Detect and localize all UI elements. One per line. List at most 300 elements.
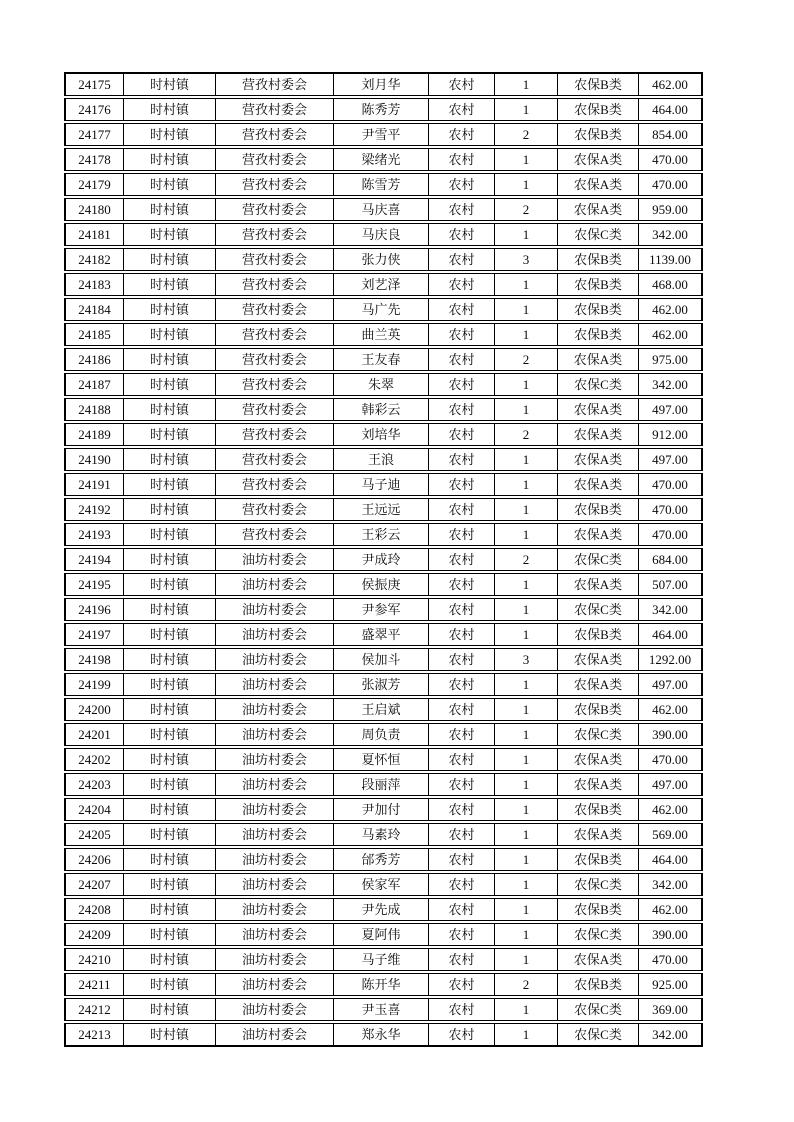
person-name: 马庆良 (333, 223, 428, 246)
person-name: 尹参军 (333, 598, 428, 621)
residence-type: 农村 (428, 298, 494, 321)
residence-type: 农村 (428, 673, 494, 696)
table-row (64, 748, 703, 771)
village-committee: 营孜村委会 (215, 298, 333, 321)
record-id: 24186 (64, 348, 123, 371)
record-id: 24182 (64, 248, 123, 271)
amount: 569.00 (638, 823, 703, 846)
person-name: 梁绪光 (333, 148, 428, 171)
amount: 462.00 (638, 798, 703, 821)
residence-type: 农村 (428, 723, 494, 746)
person-count: 2 (494, 348, 557, 371)
insurance-class: 农保A类 (557, 948, 638, 971)
town: 时村镇 (123, 398, 215, 421)
village-committee: 营孜村委会 (215, 348, 333, 371)
record-id: 24202 (64, 748, 123, 771)
amount: 470.00 (638, 523, 703, 546)
record-id: 24199 (64, 673, 123, 696)
amount: 470.00 (638, 748, 703, 771)
record-id: 24194 (64, 548, 123, 571)
town: 时村镇 (123, 373, 215, 396)
person-count: 1 (494, 848, 557, 871)
person-name: 王启斌 (333, 698, 428, 721)
amount: 342.00 (638, 1023, 703, 1047)
village-committee: 营孜村委会 (215, 448, 333, 471)
table-row (64, 723, 703, 746)
village-committee: 营孜村委会 (215, 148, 333, 171)
village-committee: 营孜村委会 (215, 248, 333, 271)
insurance-class: 农保C类 (557, 873, 638, 896)
residence-type: 农村 (428, 873, 494, 896)
residence-type: 农村 (428, 998, 494, 1021)
insurance-class: 农保C类 (557, 723, 638, 746)
village-committee: 油坊村委会 (215, 698, 333, 721)
residence-type: 农村 (428, 173, 494, 196)
town: 时村镇 (123, 348, 215, 371)
person-name: 郑永华 (333, 1023, 428, 1047)
person-name: 侯加斗 (333, 648, 428, 671)
amount: 912.00 (638, 423, 703, 446)
record-id: 24206 (64, 848, 123, 871)
insurance-class: 农保C类 (557, 1023, 638, 1047)
person-count: 1 (494, 448, 557, 471)
village-committee: 油坊村委会 (215, 673, 333, 696)
village-committee: 营孜村委会 (215, 398, 333, 421)
town: 时村镇 (123, 798, 215, 821)
insurance-class: 农保A类 (557, 573, 638, 596)
town: 时村镇 (123, 823, 215, 846)
insurance-class: 农保B类 (557, 848, 638, 871)
town: 时村镇 (123, 698, 215, 721)
table-row (64, 798, 703, 821)
town: 时村镇 (123, 598, 215, 621)
amount: 464.00 (638, 848, 703, 871)
amount: 1139.00 (638, 248, 703, 271)
table-row (64, 948, 703, 971)
person-count: 1 (494, 1023, 557, 1047)
town: 时村镇 (123, 448, 215, 471)
residence-type: 农村 (428, 748, 494, 771)
person-count: 2 (494, 423, 557, 446)
record-id: 24213 (64, 1023, 123, 1047)
amount: 497.00 (638, 773, 703, 796)
table-row (64, 823, 703, 846)
record-id: 24201 (64, 723, 123, 746)
village-committee: 油坊村委会 (215, 798, 333, 821)
record-id: 24204 (64, 798, 123, 821)
record-id: 24196 (64, 598, 123, 621)
town: 时村镇 (123, 573, 215, 596)
insurance-class: 农保C类 (557, 598, 638, 621)
record-id: 24211 (64, 973, 123, 996)
village-committee: 油坊村委会 (215, 998, 333, 1021)
person-count: 2 (494, 548, 557, 571)
person-name: 夏阿伟 (333, 923, 428, 946)
residence-type: 农村 (428, 348, 494, 371)
record-id: 24179 (64, 173, 123, 196)
person-count: 3 (494, 248, 557, 271)
insurance-class: 农保A类 (557, 673, 638, 696)
person-name: 张淑芳 (333, 673, 428, 696)
insurance-class: 农保B类 (557, 248, 638, 271)
table-row (64, 598, 703, 621)
residence-type: 农村 (428, 898, 494, 921)
residence-type: 农村 (428, 248, 494, 271)
table-row (64, 173, 703, 196)
village-committee: 营孜村委会 (215, 198, 333, 221)
town: 时村镇 (123, 548, 215, 571)
person-name: 尹成玲 (333, 548, 428, 571)
insurance-class: 农保B类 (557, 98, 638, 121)
person-name: 马素玲 (333, 823, 428, 846)
person-name: 马子迪 (333, 473, 428, 496)
residence-type: 农村 (428, 848, 494, 871)
residence-type: 农村 (428, 773, 494, 796)
amount: 342.00 (638, 223, 703, 246)
village-committee: 营孜村委会 (215, 323, 333, 346)
record-id: 24189 (64, 423, 123, 446)
person-name: 邰秀芳 (333, 848, 428, 871)
amount: 390.00 (638, 723, 703, 746)
town: 时村镇 (123, 273, 215, 296)
person-name: 段丽萍 (333, 773, 428, 796)
table-row (64, 373, 703, 396)
amount: 507.00 (638, 573, 703, 596)
person-count: 1 (494, 948, 557, 971)
residence-type: 农村 (428, 698, 494, 721)
record-id: 24185 (64, 323, 123, 346)
insurance-class: 农保B类 (557, 898, 638, 921)
village-committee: 油坊村委会 (215, 598, 333, 621)
record-id: 24178 (64, 148, 123, 171)
table-row (64, 323, 703, 346)
person-count: 1 (494, 323, 557, 346)
person-count: 1 (494, 673, 557, 696)
town: 时村镇 (123, 298, 215, 321)
person-count: 1 (494, 898, 557, 921)
residence-type: 农村 (428, 273, 494, 296)
person-count: 1 (494, 223, 557, 246)
person-name: 尹玉喜 (333, 998, 428, 1021)
person-name: 王浪 (333, 448, 428, 471)
table-row (64, 398, 703, 421)
town: 时村镇 (123, 498, 215, 521)
residence-type: 农村 (428, 198, 494, 221)
table-row (64, 148, 703, 171)
insurance-class: 农保A类 (557, 523, 638, 546)
table-row (64, 848, 703, 871)
table-row (64, 248, 703, 271)
insurance-class: 农保A类 (557, 398, 638, 421)
village-committee: 油坊村委会 (215, 873, 333, 896)
town: 时村镇 (123, 423, 215, 446)
person-name: 马庆喜 (333, 198, 428, 221)
person-name: 曲兰英 (333, 323, 428, 346)
village-committee: 油坊村委会 (215, 898, 333, 921)
amount: 470.00 (638, 148, 703, 171)
town: 时村镇 (123, 623, 215, 646)
village-committee: 油坊村委会 (215, 1023, 333, 1047)
record-id: 24207 (64, 873, 123, 896)
record-id: 24175 (64, 72, 123, 96)
person-count: 1 (494, 773, 557, 796)
person-name: 王友春 (333, 348, 428, 371)
insurance-class: 农保C类 (557, 548, 638, 571)
person-name: 侯家军 (333, 873, 428, 896)
insurance-class: 农保C类 (557, 373, 638, 396)
table-row (64, 923, 703, 946)
town: 时村镇 (123, 723, 215, 746)
record-id: 24197 (64, 623, 123, 646)
table-row (64, 773, 703, 796)
village-committee: 营孜村委会 (215, 423, 333, 446)
person-name: 刘培华 (333, 423, 428, 446)
table-row (64, 448, 703, 471)
amount: 342.00 (638, 373, 703, 396)
amount: 470.00 (638, 498, 703, 521)
person-name: 韩彩云 (333, 398, 428, 421)
person-name: 陈开华 (333, 973, 428, 996)
record-id: 24205 (64, 823, 123, 846)
person-count: 1 (494, 523, 557, 546)
town: 时村镇 (123, 248, 215, 271)
village-committee: 油坊村委会 (215, 573, 333, 596)
record-id: 24208 (64, 898, 123, 921)
insurance-class: 农保B类 (557, 498, 638, 521)
village-committee: 油坊村委会 (215, 923, 333, 946)
insurance-class: 农保A类 (557, 648, 638, 671)
table-row (64, 273, 703, 296)
person-count: 1 (494, 873, 557, 896)
village-committee: 营孜村委会 (215, 72, 333, 96)
insurance-class: 农保A类 (557, 448, 638, 471)
person-name: 陈雪芳 (333, 173, 428, 196)
town: 时村镇 (123, 748, 215, 771)
insurance-class: 农保A类 (557, 173, 638, 196)
residence-type: 农村 (428, 398, 494, 421)
village-committee: 油坊村委会 (215, 823, 333, 846)
table-row (64, 98, 703, 121)
residence-type: 农村 (428, 573, 494, 596)
insurance-class: 农保C类 (557, 223, 638, 246)
village-committee: 营孜村委会 (215, 123, 333, 146)
record-id: 24183 (64, 273, 123, 296)
record-id: 24181 (64, 223, 123, 246)
town: 时村镇 (123, 973, 215, 996)
person-name: 刘艺泽 (333, 273, 428, 296)
table-row (64, 348, 703, 371)
person-count: 1 (494, 72, 557, 96)
person-count: 1 (494, 173, 557, 196)
person-count: 1 (494, 398, 557, 421)
residence-type: 农村 (428, 598, 494, 621)
table-row (64, 498, 703, 521)
amount: 497.00 (638, 673, 703, 696)
record-id: 24209 (64, 923, 123, 946)
table-row (64, 648, 703, 671)
person-count: 2 (494, 123, 557, 146)
person-count: 3 (494, 648, 557, 671)
residence-type: 农村 (428, 548, 494, 571)
person-count: 1 (494, 473, 557, 496)
town: 时村镇 (123, 72, 215, 96)
person-name: 王远远 (333, 498, 428, 521)
table-row (64, 623, 703, 646)
town: 时村镇 (123, 923, 215, 946)
amount: 959.00 (638, 198, 703, 221)
insurance-class: 农保B类 (557, 973, 638, 996)
village-committee: 油坊村委会 (215, 773, 333, 796)
town: 时村镇 (123, 523, 215, 546)
person-name: 马子维 (333, 948, 428, 971)
amount: 854.00 (638, 123, 703, 146)
amount: 497.00 (638, 448, 703, 471)
record-id: 24191 (64, 473, 123, 496)
record-id: 24190 (64, 448, 123, 471)
insurance-class: 农保B类 (557, 698, 638, 721)
residence-type: 农村 (428, 498, 494, 521)
insurance-class: 农保B类 (557, 623, 638, 646)
town: 时村镇 (123, 998, 215, 1021)
amount: 369.00 (638, 998, 703, 1021)
amount: 1292.00 (638, 648, 703, 671)
village-committee: 油坊村委会 (215, 548, 333, 571)
person-count: 1 (494, 98, 557, 121)
person-name: 夏怀恒 (333, 748, 428, 771)
insurance-class: 农保A类 (557, 823, 638, 846)
record-id: 24184 (64, 298, 123, 321)
residence-type: 农村 (428, 148, 494, 171)
village-committee: 营孜村委会 (215, 523, 333, 546)
amount: 925.00 (638, 973, 703, 996)
town: 时村镇 (123, 473, 215, 496)
person-count: 1 (494, 298, 557, 321)
town: 时村镇 (123, 148, 215, 171)
amount: 470.00 (638, 173, 703, 196)
amount: 390.00 (638, 923, 703, 946)
person-count: 1 (494, 623, 557, 646)
amount: 342.00 (638, 873, 703, 896)
village-committee: 油坊村委会 (215, 723, 333, 746)
person-count: 1 (494, 748, 557, 771)
person-count: 1 (494, 723, 557, 746)
table-row (64, 423, 703, 446)
village-committee: 营孜村委会 (215, 273, 333, 296)
residence-type: 农村 (428, 223, 494, 246)
table-row (64, 523, 703, 546)
amount: 464.00 (638, 623, 703, 646)
person-count: 1 (494, 923, 557, 946)
town: 时村镇 (123, 948, 215, 971)
record-id: 24212 (64, 998, 123, 1021)
record-id: 24180 (64, 198, 123, 221)
person-count: 2 (494, 973, 557, 996)
record-id: 24200 (64, 698, 123, 721)
table-row (64, 573, 703, 596)
person-count: 1 (494, 823, 557, 846)
person-name: 尹加付 (333, 798, 428, 821)
record-id: 24203 (64, 773, 123, 796)
record-id: 24210 (64, 948, 123, 971)
insurance-class: 农保A类 (557, 148, 638, 171)
residence-type: 农村 (428, 973, 494, 996)
town: 时村镇 (123, 223, 215, 246)
person-name: 周负责 (333, 723, 428, 746)
table-row (64, 673, 703, 696)
table-row (64, 998, 703, 1021)
residence-type: 农村 (428, 72, 494, 96)
town: 时村镇 (123, 648, 215, 671)
village-committee: 营孜村委会 (215, 173, 333, 196)
person-name: 马广先 (333, 298, 428, 321)
person-count: 1 (494, 373, 557, 396)
village-committee: 营孜村委会 (215, 473, 333, 496)
residence-type: 农村 (428, 123, 494, 146)
person-name: 侯振庚 (333, 573, 428, 596)
residence-type: 农村 (428, 798, 494, 821)
person-count: 1 (494, 598, 557, 621)
town: 时村镇 (123, 673, 215, 696)
person-count: 1 (494, 998, 557, 1021)
village-committee: 油坊村委会 (215, 748, 333, 771)
insurance-class: 农保A类 (557, 348, 638, 371)
residence-type: 农村 (428, 473, 494, 496)
person-count: 1 (494, 498, 557, 521)
table-row (64, 548, 703, 571)
amount: 684.00 (638, 548, 703, 571)
insurance-class: 农保B类 (557, 273, 638, 296)
residence-type: 农村 (428, 423, 494, 446)
insurance-class: 农保A类 (557, 423, 638, 446)
village-committee: 油坊村委会 (215, 948, 333, 971)
town: 时村镇 (123, 898, 215, 921)
insurance-class: 农保B类 (557, 123, 638, 146)
residence-type: 农村 (428, 373, 494, 396)
insurance-class: 农保A类 (557, 748, 638, 771)
insurance-class: 农保B类 (557, 298, 638, 321)
person-name: 刘月华 (333, 72, 428, 96)
residence-type: 农村 (428, 523, 494, 546)
village-committee: 油坊村委会 (215, 973, 333, 996)
table-row (64, 973, 703, 996)
amount: 470.00 (638, 948, 703, 971)
village-committee: 油坊村委会 (215, 848, 333, 871)
record-id: 24192 (64, 498, 123, 521)
town: 时村镇 (123, 1023, 215, 1047)
benefits-table (64, 70, 703, 1049)
amount: 497.00 (638, 398, 703, 421)
record-id: 24187 (64, 373, 123, 396)
amount: 342.00 (638, 598, 703, 621)
town: 时村镇 (123, 323, 215, 346)
residence-type: 农村 (428, 98, 494, 121)
town: 时村镇 (123, 173, 215, 196)
record-id: 24198 (64, 648, 123, 671)
table-row (64, 473, 703, 496)
residence-type: 农村 (428, 948, 494, 971)
amount: 462.00 (638, 298, 703, 321)
person-name: 盛翠平 (333, 623, 428, 646)
insurance-class: 农保A类 (557, 198, 638, 221)
insurance-class: 农保B类 (557, 72, 638, 96)
insurance-class: 农保A类 (557, 473, 638, 496)
record-id: 24177 (64, 123, 123, 146)
residence-type: 农村 (428, 648, 494, 671)
amount: 462.00 (638, 698, 703, 721)
village-committee: 营孜村委会 (215, 98, 333, 121)
residence-type: 农村 (428, 823, 494, 846)
person-name: 朱翠 (333, 373, 428, 396)
